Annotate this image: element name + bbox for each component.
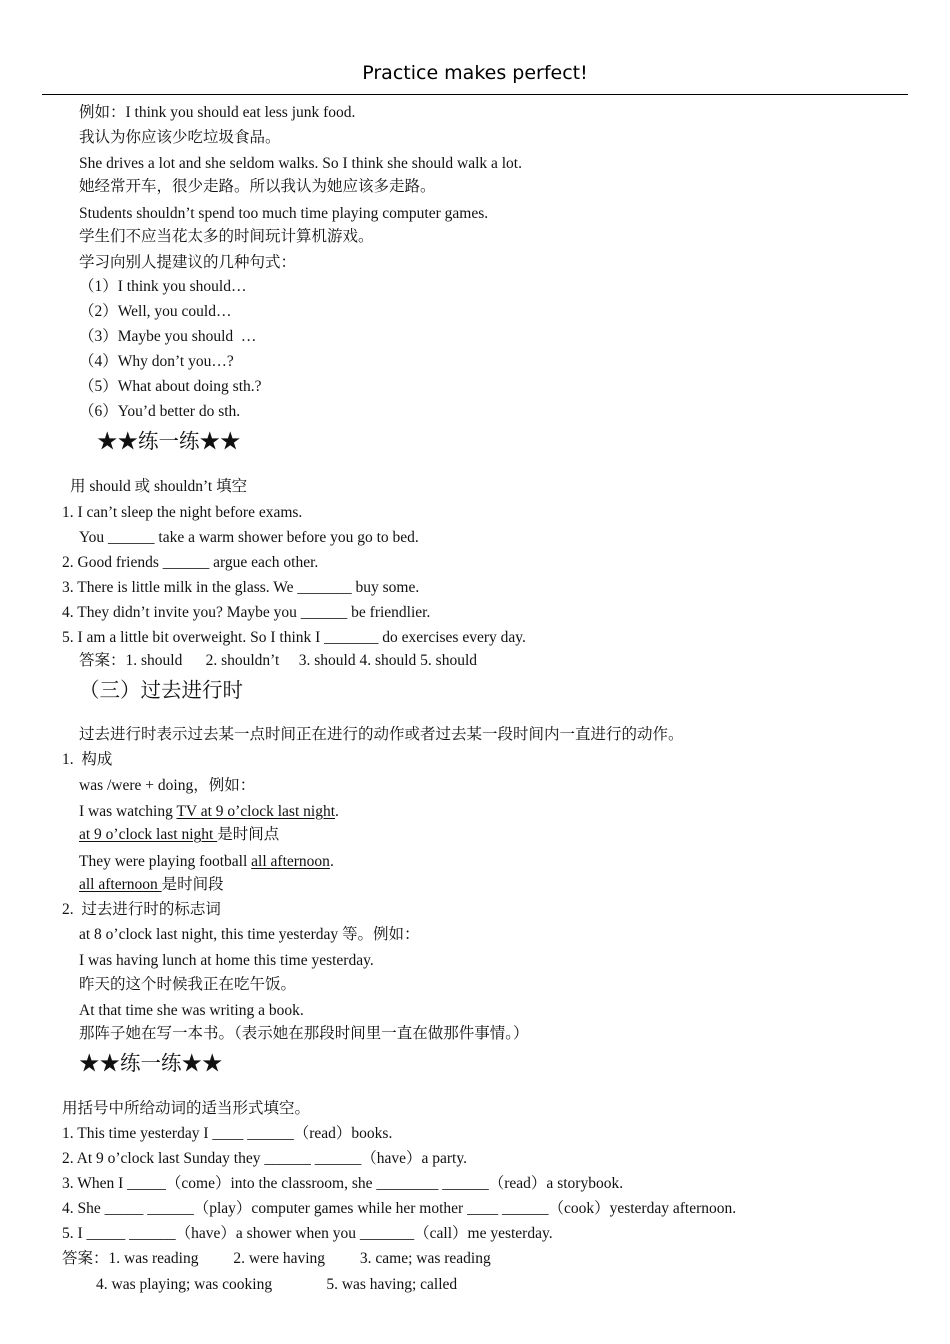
practice-2-item: 4. She _____ ______（play）computer games while her mother ____ ______（cook）yesterday afternoon. (62, 1200, 737, 1217)
underlined-time-phrase: all afternoon (251, 853, 330, 870)
example-label: 例如： (79, 104, 126, 121)
example-3-english: Students shouldn’t spend too much time playing computer games. (79, 205, 489, 222)
example-note-2 (79, 875, 224, 895)
practice-1-item: You ______ take a warm shower before you go to bed. (79, 529, 419, 546)
example-english: I was having lunch at home this time yesterday. (79, 952, 374, 969)
pattern-item: （5）What about doing sth.? (79, 378, 262, 395)
practice-1-item: 5. I am a little bit overweight. So I think I _______ do exercises every day. (62, 629, 526, 646)
underlined-time-phrase: at 9 o’clock last night (79, 826, 218, 843)
example-note-1 (79, 825, 279, 845)
sentence-text: . (335, 803, 339, 820)
practice-1-answer: 答案：1. should 2. shouldn’t 3. should 4. should 5. should (79, 652, 478, 669)
example-1-text: I think you should eat less junk food. (125, 104, 356, 121)
note-text: 是时间点 (217, 826, 280, 843)
sentence-text: They were playing football (79, 853, 252, 870)
practice-2-item: 3. When I _____（come）into the classroom, she ________ ______（read）a storybook. (62, 1175, 624, 1192)
practice-2-heading: ★★练一练★★ (79, 1053, 223, 1075)
example-sentence-2 (79, 852, 334, 872)
section-3-intro: 过去进行时表示过去某一点时间正在进行的动作或者过去某一段时间内一直进行的动作。 (79, 726, 684, 743)
practice-2-item: 5. I _____ ______（have）a shower when you _______（call）me yesterday. (62, 1225, 553, 1242)
example-3-chinese: 学生们不应当花太多的时间玩计算机游戏。 (79, 228, 374, 245)
section-3-title: （三）过去进行时 (79, 680, 243, 702)
practice-2-answer-continued: 4. was playing; was cooking 5. was having; called (96, 1276, 458, 1293)
example-2-chinese: 她经常开车，很少走路。所以我认为她应该多走路。 (79, 178, 436, 195)
example-1-chinese: 我认为你应该少吃垃圾食品。 (79, 129, 281, 146)
example-2-english: She drives a lot and she seldom walks. So I think she should walk a lot. (79, 155, 522, 172)
example-english: At that time she was writing a book. (79, 1002, 304, 1019)
practice-1-heading: ★★练一练★★ (97, 431, 241, 453)
underlined-time-phrase: TV at 9 o’clock last night (176, 803, 335, 820)
section-3-part-2-title: 2. 过去进行时的标志词 (62, 901, 221, 918)
practice-1-item: 2. Good friends ______ argue each other. (62, 554, 319, 571)
section-3-markers: at 8 o’clock last night, this time yesterday 等。例如： (79, 926, 420, 943)
sentence-text: I was watching (79, 803, 177, 820)
pattern-item: （6）You’d better do sth. (79, 403, 241, 420)
pattern-item: （1）I think you should… (79, 278, 247, 295)
header-divider (42, 94, 908, 95)
section-3-formula: was /were + doing，例如： (79, 777, 256, 794)
practice-1-instruction: 用 should 或 shouldn’t 填空 (70, 478, 248, 495)
practice-1-item: 3. There is little milk in the glass. We _______ buy some. (62, 579, 420, 596)
sentence-text: . (329, 853, 334, 870)
practice-1-item: 4. They didn’t invite you? Maybe you ______ be friendlier. (62, 604, 431, 621)
example-chinese: 昨天的这个时候我正在吃午饭。 (79, 976, 297, 993)
pattern-item: （2）Well, you could… (79, 303, 232, 320)
example-1-english (79, 103, 355, 123)
practice-2-instruction: 用括号中所给动词的适当形式填空。 (62, 1100, 311, 1117)
pattern-item: （3）Maybe you should … (79, 328, 257, 345)
practice-2-item: 1. This time yesterday I ____ ______（read）books. (62, 1125, 393, 1142)
example-chinese: 那阵子她在写一本书。（表示她在那段时间里一直在做那件事情。） (79, 1025, 529, 1042)
section-3-part-1-title: 1. 构成 (62, 751, 113, 768)
pattern-item: （4）Why don’t you…? (79, 353, 234, 370)
patterns-title: 学习向别人提建议的几种句式： (79, 254, 297, 271)
practice-2-item: 2. At 9 o’clock last Sunday they ______ ______（have）a party. (62, 1150, 467, 1167)
practice-2-answer: 答案：1. was reading 2. were having 3. came; was reading (62, 1250, 491, 1267)
practice-1-item: 1. I can’t sleep the night before exams. (62, 504, 303, 521)
note-text: 是时间段 (161, 876, 224, 893)
page-header-title: Practice makes perfect! (362, 62, 588, 84)
underlined-time-phrase: all afternoon (79, 876, 162, 893)
example-sentence-1 (79, 802, 339, 822)
